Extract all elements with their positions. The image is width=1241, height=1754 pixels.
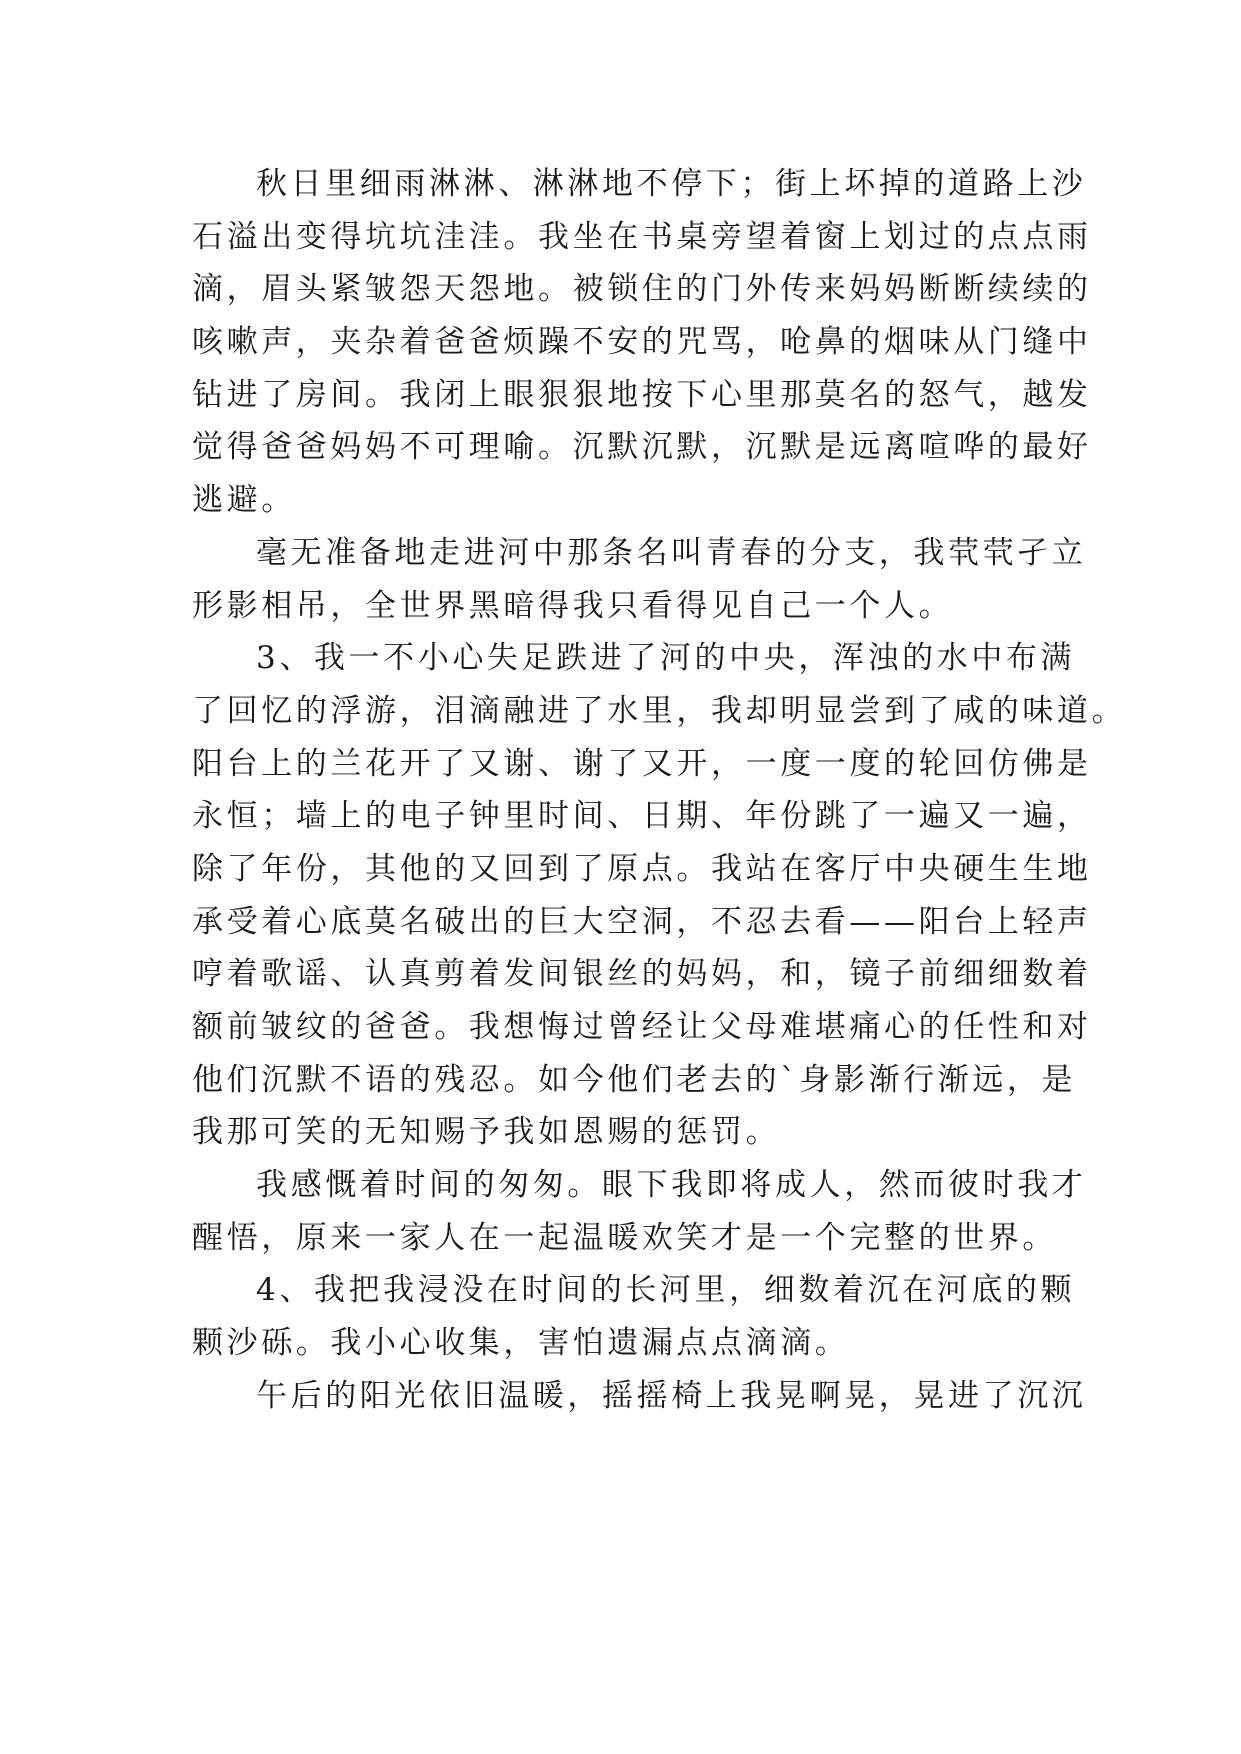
text-line: 滴，眉头紧皱怨天怨地。被锁住的门外传来妈妈断断续续的 (192, 271, 1092, 308)
text-line: 钻进了房间。我闭上眼狠狠地按下心里那莫名的怒气，越发 (192, 376, 1092, 413)
text-line: 形影相吊，全世界黑暗得我只看得见自己一个人。 (192, 587, 954, 624)
text-line: 永恒；墙上的电子钟里时间、日期、年份跳了一遍又一遍， (192, 798, 1092, 835)
document-body (192, 158, 1127, 1423)
text-line: 除了年份，其他的又回到了原点。我站在客厅中央硬生生地 (192, 850, 1092, 887)
text-line: 逃避。 (192, 482, 296, 519)
text-line: 石溢出变得坑坑洼洼。我坐在书桌旁望着窗上划过的点点雨 (192, 218, 1092, 255)
text-line: 承受着心底莫名破出的巨大空洞，不忍去看——阳台上轻声 (192, 903, 1092, 940)
text-line: 他们沉默不语的残忍。如今他们老去的`身影渐行渐远，是 (192, 1061, 1077, 1098)
text-line: 阳台上的兰花开了又谢、谢了又开，一度一度的轮回仿佛是 (192, 745, 1092, 782)
text-line: 4、我把我浸没在时间的长河里，细数着沉在河底的颗 (256, 1272, 1076, 1309)
text-line: 午后的阳光依旧温暖，摇摇椅上我晃啊晃，晃进了沉沉 (256, 1377, 1087, 1414)
text-line: 咳嗽声，夹杂着爸爸烦躁不安的咒骂，呛鼻的烟味从门缝中 (192, 324, 1092, 361)
text-line: 秋日里细雨淋淋、淋淋地不停下；街上坏掉的道路上沙 (256, 166, 1087, 202)
text-line: 颗沙砾。我小心收集，害怕遗漏点点滴滴。 (192, 1325, 850, 1362)
text-line: 醒悟，原来一家人在一起温暖欢笑才是一个完整的世界。 (192, 1219, 1057, 1256)
text-line: 哼着歌谣、认真剪着发间银丝的妈妈，和，镜子前细细数着 (192, 956, 1092, 993)
text-line: 额前皱纹的爸爸。我想悔过曾经让父母难堪痛心的任性和对 (192, 1009, 1092, 1045)
text-line: 我感慨着时间的匆匆。眼下我即将成人，然而彼时我才 (256, 1167, 1087, 1204)
text-line: 毫无准备地走进河中那条名叫青春的分支，我茕茕孑立 (256, 534, 1087, 571)
text-line: 我那可笑的无知赐予我如恩赐的惩罚。 (192, 1114, 781, 1151)
text-line: 3、我一不小心失足跌进了河的中央，浑浊的水中布满 (256, 640, 1076, 677)
text-line: 了回忆的浮游，泪滴融进了水里，我却明显尝到了咸的味道。 (192, 692, 1127, 729)
text-line: 觉得爸爸妈妈不可理喻。沉默沉默，沉默是远离喧哗的最好 (192, 429, 1092, 466)
